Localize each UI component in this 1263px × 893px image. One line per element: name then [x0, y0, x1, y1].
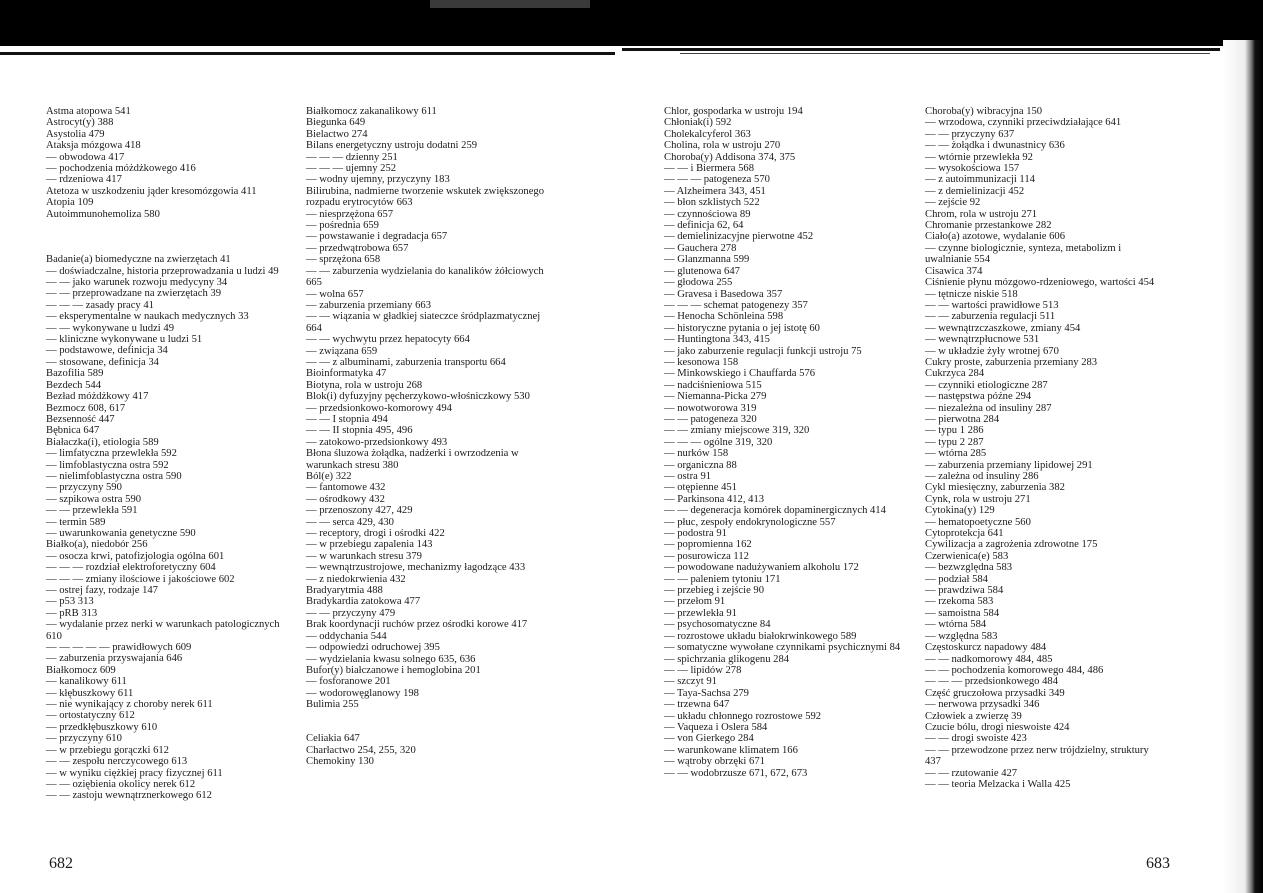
index-entry: — szczyt 91 [664, 676, 717, 688]
index-entry: — — — rozdział elektroforetyczny 604 [46, 562, 216, 574]
index-entry: — wątroby obrzęki 671 [664, 756, 765, 768]
index-entry: — von Gierkego 284 [664, 733, 754, 745]
index-entry: — — żołądka i dwunastnicy 636 [925, 140, 1065, 152]
index-column-4 [925, 106, 1157, 790]
index-entry: — — degeneracja komórek dopaminergicznych 414 [664, 505, 886, 517]
index-entry: — jako zaburzenie regulacji funkcji ustroju 75 [664, 345, 862, 357]
index-entry: — wolna 657 [306, 288, 364, 300]
index-entry: Ataksja mózgowa 418 [46, 140, 141, 152]
index-entry: — — — przedsionkowego 484 [925, 676, 1058, 688]
index-entry: — — i Biermera 568 [664, 163, 755, 175]
index-entry: — — drogi swoiste 423 [925, 733, 1027, 745]
index-entry: — — teoria Melzacka i Walla 425 [925, 778, 1071, 790]
index-entry: Ciśnienie płynu mózgowo-rdzeniowego, wartości 454 [925, 277, 1155, 289]
index-entry: Bielactwo 274 [306, 128, 368, 140]
index-gap [306, 711, 550, 722]
index-entry: Chromanie przestankowe 282 [925, 220, 1052, 232]
index-entry: — fosforanowe 201 [306, 676, 391, 688]
index-entry: — wydalanie przez nerki w warunkach patologicznych 610 [46, 619, 280, 642]
page-edge-shadow [1223, 40, 1263, 893]
index-entry: Białkomocz zakanalikowy 611 [306, 106, 437, 117]
index-entry: Chemokiny 130 [306, 756, 374, 768]
index-entry: Cholekalcyferol 363 [664, 128, 751, 140]
index-entry: — — przyczyny 479 [306, 607, 396, 619]
index-entry: — Gauchera 278 [664, 242, 737, 254]
index-entry: — pochodzenia móżdżkowego 416 [46, 163, 196, 175]
index-entry: — hematopoetyczne 560 [925, 516, 1031, 528]
index-column-1 [46, 106, 290, 802]
index-entry: Białko(a), niedobór 256 [46, 539, 148, 551]
index-entry: — psychosomatyczne 84 [664, 619, 771, 631]
index-entry: — — przewlekła 591 [46, 505, 138, 517]
index-entry: — związana 659 [306, 345, 378, 357]
index-entry: Białkomocz 609 [46, 664, 116, 676]
index-entry: Częstoskurcz napadowy 484 [925, 642, 1047, 654]
index-entry: Część gruczołowa przysadki 349 [925, 687, 1065, 699]
index-entry: — — — zmiany ilościowe i jakościowe 602 [46, 573, 235, 585]
index-entry: — podział 584 [925, 573, 988, 585]
index-entry: — w układzie żyły wrotnej 670 [925, 345, 1059, 357]
index-entry: — — paleniem tytoniu 171 [664, 573, 781, 585]
index-entry: Autoimmunohemoliza 580 [46, 208, 160, 220]
index-entry: — czynne biologicznie, synteza, metabolizm i uwalnianie 554 [925, 242, 1122, 266]
index-entry: Blok(i) dyfuzyjny pęcherzykowo-włośniczkowy 530 [306, 391, 530, 403]
index-entry: — fantomowe 432 [306, 482, 386, 494]
index-entry: — z niedokrwienia 432 [306, 573, 406, 585]
index-gap [46, 220, 290, 231]
index-entry: — przyczyny 590 [46, 482, 122, 494]
index-entry: — wodorowęglanowy 198 [306, 687, 419, 699]
index-entry: — pierwotna 284 [925, 413, 1000, 425]
index-entry: — nadciśnieniowa 515 [664, 379, 762, 391]
index-entry: — — wiązania w gładkiej siateczce śródplazmatycznej 664 [306, 311, 541, 334]
index-entry: — Gravesa i Basedowa 357 [664, 288, 783, 300]
index-entry: — niezależna od insuliny 287 [925, 402, 1052, 414]
index-entry: — wysokościowa 157 [925, 163, 1020, 175]
index-entry: — ostra 91 [664, 471, 712, 482]
index-entry: — kliniczne wykonywane u ludzi 51 [46, 334, 203, 346]
index-entry: — wrzodowa, czynniki przeciwdziałające 641 [925, 117, 1122, 129]
index-entry: — Alzheimera 343, 451 [664, 185, 766, 197]
index-entry: — — serca 429, 430 [306, 516, 394, 528]
index-entry: Chłoniak(i) 592 [664, 117, 732, 129]
index-entry: — Niemanna-Picka 279 [664, 391, 767, 403]
index-entry: — przedsionkowo-komorowy 494 [306, 402, 452, 414]
index-entry: Chlor, gospodarka w ustroju 194 [664, 106, 803, 117]
index-entry: — — przyczyny 637 [925, 128, 1015, 140]
index-entry: Bezdech 544 [46, 379, 102, 391]
index-entry: — samoistna 584 [925, 607, 1000, 619]
index-entry: — osocza krwi, patofizjologia ogólna 601 [46, 550, 225, 562]
index-entry: — sprzężona 658 [306, 254, 381, 266]
index-entry: Białaczka(i), etiologia 589 [46, 436, 159, 448]
index-entry: — Henocha Schönleina 598 [664, 311, 784, 323]
index-entry: — płuc, zespoły endokrynologiczne 557 [664, 516, 836, 528]
index-entry: — Parkinsona 412, 413 [664, 493, 765, 505]
index-entry: — — II stopnia 495, 496 [306, 425, 413, 437]
index-entry: — wtórna 584 [925, 619, 987, 631]
index-entry: — eksperymentalne w naukach medycznych 33 [46, 311, 249, 323]
index-entry: Astma atopowa 541 [46, 106, 131, 117]
index-entry: — kesonowa 158 [664, 356, 739, 368]
index-entry: Bezmocz 608, 617 [46, 402, 126, 414]
index-entry: — limfatyczna przewlekła 592 [46, 448, 177, 460]
index-entry: — — — zasady pracy 41 [46, 299, 154, 311]
index-entry: — — zaburzenia wydzielania do kanalików żółciowych 665 [306, 265, 544, 289]
index-entry: — przyczyny 610 [46, 733, 122, 745]
index-entry: — — wychwytu przez hepatocyty 664 [306, 334, 470, 346]
index-entry: — Minkowskiego i Chauffarda 576 [664, 368, 816, 380]
index-entry: — nowotworowa 319 [664, 402, 757, 414]
index-entry: — zejście 92 [925, 197, 981, 209]
index-entry: — organiczna 88 [664, 459, 737, 471]
index-entry: — niesprzężona 657 [306, 208, 394, 220]
index-entry: — somatyczne wywołane czynnikami psychicznymi 84 [664, 642, 901, 654]
index-entry: — — przeprowadzane na zwierzętach 39 [46, 288, 221, 300]
index-entry: — w przebiegu zapalenia 143 [306, 539, 433, 551]
index-entry: — zaburzenia przemiany lipidowej 291 [925, 459, 1093, 471]
index-entry: — — — schemat patogenezy 357 [664, 299, 808, 311]
index-entry: — — zastoju wewnątrznerkowego 612 [46, 790, 212, 802]
index-entry: — tętnicze niskie 518 [925, 288, 1018, 300]
index-gap [306, 722, 550, 733]
index-entry: Cynk, rola w ustroju 271 [925, 493, 1031, 505]
index-entry: — receptory, drogi i ośrodki 422 [306, 528, 445, 540]
index-entry: Asystolia 479 [46, 128, 105, 140]
index-entry: — bezwzględna 583 [925, 562, 1013, 574]
index-entry: Cykl miesięczny, zaburzenia 382 [925, 482, 1065, 494]
index-entry: — — — — — prawidłowych 609 [46, 642, 192, 654]
index-entry: Bioinformatyka 47 [306, 368, 387, 380]
index-entry: — glutenowa 647 [664, 265, 740, 277]
index-entry: — wewnątrzustrojowe, mechanizmy łagodzące 433 [306, 562, 526, 574]
header-rule-right [622, 48, 1220, 51]
index-entry: — termin 589 [46, 516, 106, 528]
index-entry: — uwarunkowania genetyczne 590 [46, 527, 196, 539]
index-entry: Czucie bólu, drogi nieswoiste 424 [925, 721, 1070, 733]
index-entry: — ostrej fazy, rodzaje 147 [46, 585, 158, 597]
index-entry: Astrocyt(y) 388 [46, 117, 114, 129]
index-entry: — zależna od insuliny 286 [925, 471, 1039, 482]
index-gap [46, 243, 290, 254]
index-entry: — — — dzienny 251 [306, 151, 398, 163]
index-entry: — Huntingtona 343, 415 [664, 334, 770, 346]
index-entry: — stosowane, definicja 34 [46, 356, 159, 368]
index-entry: Cukry proste, zaburzenia przemiany 283 [925, 356, 1098, 368]
index-entry: — pośrednia 659 [306, 220, 379, 232]
index-entry: — podostra 91 [664, 528, 727, 540]
index-entry: — typu 1 286 [925, 425, 984, 437]
index-entry: — przełom 91 [664, 596, 726, 608]
index-entry: Choroba(y) Addisona 374, 375 [664, 151, 796, 163]
index-entry: Człowiek a zwierzę 39 [925, 710, 1022, 722]
index-entry: — — — ogólne 319, 320 [664, 436, 773, 448]
index-entry: Cytoprotekcja 641 [925, 528, 1004, 540]
index-entry: Brak koordynacji ruchów przez ośrodki korowe 417 [306, 619, 528, 631]
index-entry: — zatokowo-przedsionkowy 493 [306, 436, 448, 448]
index-entry: Cywilizacja a zagrożenia zdrowotne 175 [925, 539, 1098, 551]
index-entry: Biotyna, rola w ustroju 268 [306, 379, 423, 391]
index-entry: Ciało(a) azotowe, wydalanie 606 [925, 231, 1066, 243]
index-entry: Błona śluzowa żołądka, nadżerki i owrzodzenia w warunkach stresu 380 [306, 448, 519, 471]
index-entry: Atopia 109 [46, 197, 94, 209]
index-entry: — głodowa 255 [664, 277, 733, 289]
header-rule-left [0, 52, 615, 55]
index-entry: — — jako warunek rozwoju medycyny 34 [46, 277, 228, 289]
index-entry: — czynnościowa 89 [664, 208, 751, 220]
top-shadow-band [0, 0, 1263, 46]
index-entry: — wydzielania kwasu solnego 635, 636 [306, 653, 476, 665]
index-entry: — — patogeneza 320 [664, 413, 757, 425]
index-entry: — warunkowane klimatem 166 [664, 744, 798, 756]
index-entry: — p53 313 [46, 596, 94, 608]
index-entry: — historyczne pytania o jej istotę 60 [664, 322, 820, 334]
index-entry: Bradykardia zatokowa 477 [306, 596, 421, 608]
index-entry: — nie wynikający z choroby nerek 611 [46, 699, 213, 711]
index-column-2 [306, 106, 550, 768]
index-entry: — pRB 313 [46, 607, 98, 619]
index-entry: — zaburzenia przemiany 663 [306, 299, 432, 311]
index-entry: Badanie(a) biomedyczne na zwierzętach 41 [46, 254, 231, 266]
index-entry: Cukrzyca 284 [925, 368, 985, 380]
index-entry: — — wodobrzusze 671, 672, 673 [664, 767, 808, 779]
index-entry: Bilirubina, nadmierne tworzenie wskutek zwiększonego rozpadu erytrocytów 663 [306, 185, 544, 209]
index-entry: — — wartości prawidłowe 513 [925, 299, 1059, 311]
index-entry: — otępienne 451 [664, 482, 737, 494]
page-number-right: 683 [1146, 855, 1170, 872]
index-entry: — trzewna 647 [664, 699, 730, 711]
index-entry: — nerwowa przysadki 346 [925, 699, 1040, 711]
index-entry: — wodny ujemny, przyczyny 183 [306, 174, 450, 186]
index-entry: — przewlekła 91 [664, 607, 737, 619]
index-entry: Celiakia 647 [306, 733, 360, 745]
index-entry: — oddychania 544 [306, 630, 387, 642]
index-entry: — typu 2 287 [925, 436, 984, 448]
index-entry: — wewnątrzpłucnowe 531 [925, 334, 1040, 346]
index-entry: — wtórnie przewlekła 92 [925, 151, 1033, 163]
index-entry: — — rzutowanie 427 [925, 767, 1018, 779]
index-entry: — z autoimmunizacji 114 [925, 174, 1035, 186]
index-entry: — względna 583 [925, 630, 998, 642]
index-entry: — następstwa późne 294 [925, 391, 1032, 403]
index-entry: — — zmiany miejscowe 319, 320 [664, 425, 810, 437]
index-entry: Cisawica 374 [925, 265, 983, 277]
index-entry: Cholina, rola w ustroju 270 [664, 140, 781, 152]
index-entry: — Vaqueza i Oslera 584 [664, 721, 768, 733]
index-entry: — nurków 158 [664, 448, 729, 460]
index-entry: Atetoza w uszkodzeniu jąder kresomózgowia 411 [46, 185, 257, 197]
index-entry: — wewnątrzczaszkowe, zmiany 454 [925, 322, 1081, 334]
index-entry: — posurowicza 112 [664, 550, 749, 562]
index-entry: Cytokina(y) 129 [925, 505, 995, 517]
index-entry: — — z albuminami, zaburzenia transportu 664 [306, 356, 506, 368]
index-entry: — — — ujemny 252 [306, 163, 397, 175]
index-entry: — wtórna 285 [925, 448, 987, 460]
index-entry: — spichrzania glikogenu 284 [664, 653, 790, 665]
index-entry: — w przebiegu gorączki 612 [46, 744, 169, 756]
index-entry: — powstawanie i degradacja 657 [306, 231, 448, 243]
index-entry: Charłactwo 254, 255, 320 [306, 744, 416, 756]
scan-artifact [430, 0, 590, 8]
index-gap [46, 231, 290, 242]
index-entry: — zaburzenia przyswajania 646 [46, 653, 183, 665]
index-entry: Bazofilia 589 [46, 368, 104, 380]
index-column-3 [664, 106, 908, 779]
index-entry: — kłębuszkowy 611 [46, 687, 134, 699]
index-entry: — — zaburzenia regulacji 511 [925, 311, 1056, 323]
index-entry: — powodowane nadużywaniem alkoholu 172 [664, 562, 859, 574]
index-entry: — nielimfoblastyczna ostra 590 [46, 470, 182, 482]
index-entry: — Taya-Sachsa 279 [664, 687, 749, 699]
index-entry: Bradyarytmia 488 [306, 585, 383, 597]
index-entry: — kanalikowy 611 [46, 676, 127, 688]
index-entry: Bezład móżdżkowy 417 [46, 391, 149, 403]
index-entry: — demielinizacyjne pierwotne 452 [664, 231, 814, 243]
index-entry: — popromienna 162 [664, 539, 752, 551]
index-entry: — przenoszony 427, 429 [306, 505, 413, 517]
index-entry: — prawdziwa 584 [925, 585, 1004, 597]
index-entry: — w warunkach stresu 379 [306, 550, 422, 562]
index-entry: — podstawowe, definicja 34 [46, 345, 168, 357]
index-entry: — w wyniku ciężkiej pracy fizycznej 611 [46, 767, 223, 779]
index-entry: Bilans energetyczny ustroju dodatni 259 [306, 140, 478, 152]
index-entry: — ortostatyczny 612 [46, 710, 135, 722]
index-entry: Bezsenność 447 [46, 413, 115, 425]
index-entry: — doświadczalne, historia przeprowadzania u ludzi 49 [46, 265, 279, 277]
index-entry: Choroba(y) wibracyjna 150 [925, 106, 1043, 117]
index-entry: — rdzeniowa 417 [46, 174, 122, 186]
index-entry: — — oziębienia okolicy nerek 612 [46, 778, 196, 790]
index-entry: — definicja 62, 64 [664, 220, 744, 232]
index-entry: — — zespołu nerczycowego 613 [46, 756, 188, 768]
index-entry: — rzekoma 583 [925, 596, 994, 608]
index-entry: Czerwienica(e) 583 [925, 550, 1009, 562]
index-entry: — — nadkomorowy 484, 485 [925, 653, 1053, 665]
index-entry: — — pochodzenia komorowego 484, 486 [925, 664, 1104, 676]
index-entry: — — I stopnia 494 [306, 413, 388, 425]
index-entry: Ból(e) 322 [306, 471, 352, 482]
index-entry: — przedwątrobowa 657 [306, 242, 409, 254]
index-entry: Bufor(y) białczanowe i hemoglobina 201 [306, 664, 481, 676]
index-entry: — ośrodkowy 432 [306, 493, 385, 505]
index-entry: — obwodowa 417 [46, 151, 125, 163]
index-entry: Bębnica 647 [46, 425, 100, 437]
index-entry: — — lipidów 278 [664, 664, 742, 676]
index-entry: — odpowiedzi odruchowej 395 [306, 642, 440, 654]
index-entry: Bulimia 255 [306, 699, 359, 711]
index-entry: — błon szklistych 522 [664, 197, 760, 209]
index-entry: — — — patogeneza 570 [664, 174, 770, 186]
index-entry: — limfoblastyczna ostra 592 [46, 459, 169, 471]
header-rule-right-thin [680, 53, 1210, 54]
index-entry: — — przewodzone przez nerw trójdzielny, struktury 437 [925, 744, 1149, 768]
index-entry: — przedkłębuszkowy 610 [46, 721, 158, 733]
index-entry: — przebieg i zejście 90 [664, 585, 765, 597]
index-entry: — — wykonywane u ludzi 49 [46, 322, 174, 334]
index-entry: — czynniki etiologiczne 287 [925, 379, 1048, 391]
index-entry: Chrom, rola w ustroju 271 [925, 208, 1038, 220]
page-number-left: 682 [49, 855, 73, 872]
index-entry: — z demielinizacji 452 [925, 185, 1025, 197]
index-entry: — szpikowa ostra 590 [46, 493, 142, 505]
index-entry: — układu chłonnego rozrostowe 592 [664, 710, 822, 722]
index-entry: — rozrostowe układu białokrwinkowego 589 [664, 630, 857, 642]
index-entry: Biegunka 649 [306, 117, 366, 129]
index-entry: — Glanzmanna 599 [664, 254, 750, 266]
